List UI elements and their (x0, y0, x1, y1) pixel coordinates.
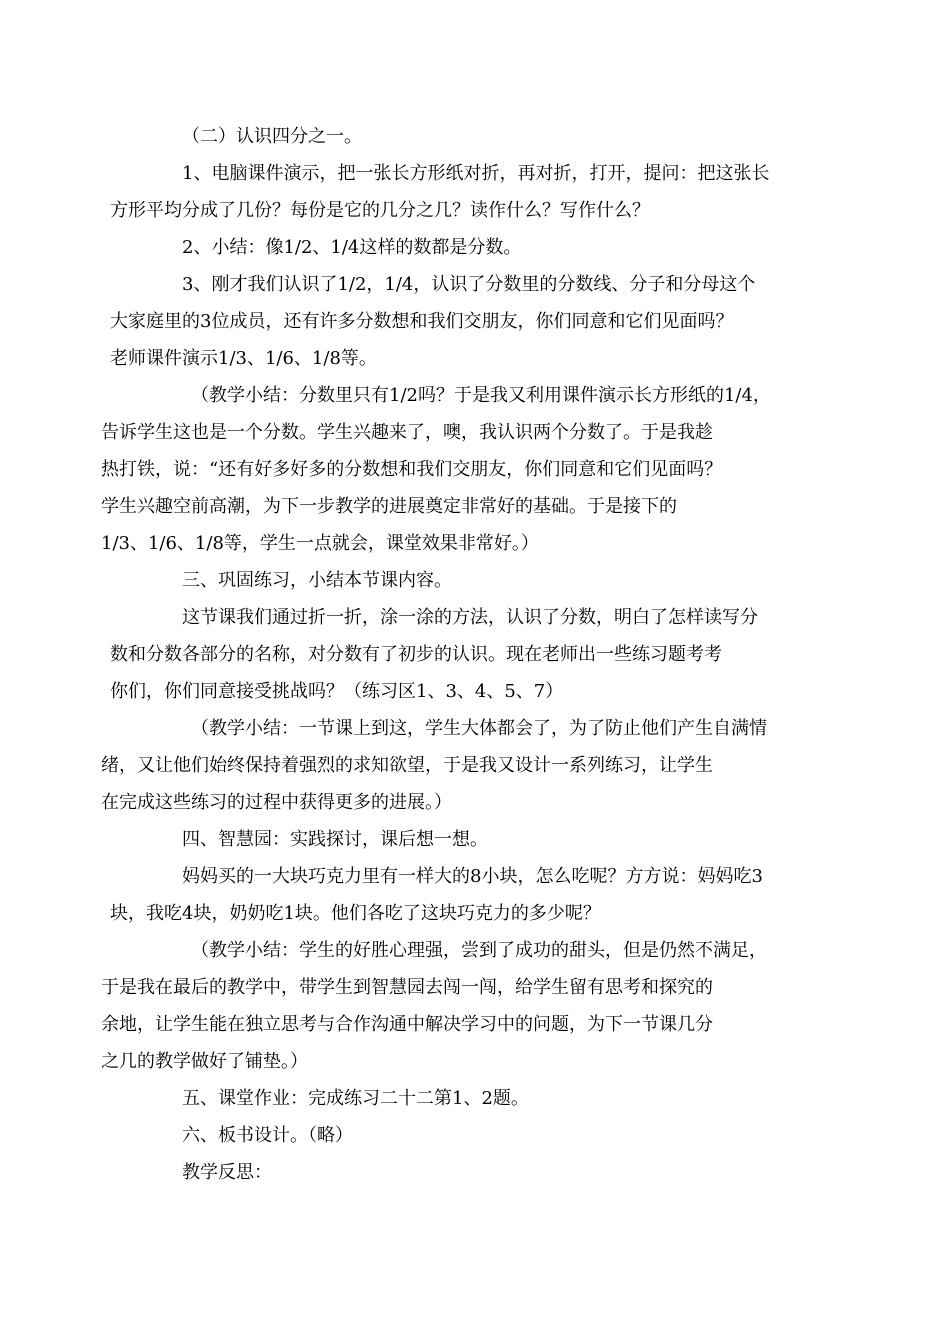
text-line: （二）认识四分之一。 (182, 126, 362, 147)
text-line: 你们，你们同意接受挑战吗？（练习区1、3、4、5、7） (110, 681, 564, 702)
paragraph (110, 155, 806, 229)
text-line: 五、课堂作业：完成练习二十二第1、2题。 (182, 1088, 529, 1109)
text-line: 妈妈买的一大块巧克力里有一样大的8小块，怎么吃呢？方方说：妈妈吃3 (182, 866, 763, 887)
section-heading (146, 562, 806, 599)
text-line: 3、刚才我们认识了1/2，1/4，认识了分数里的分数线、分子和分母这个 (182, 274, 756, 295)
text-line: 之几的教学做好了铺垫。） (101, 1051, 308, 1072)
text-line: （教学小结：分数里只有1/2吗？于是我又利用课件演示长方形纸的1/4， (191, 385, 771, 406)
teaching-note (101, 377, 806, 562)
paragraph (146, 229, 806, 266)
text-line: 2、小结：像1/2、1/4这样的数都是分数。 (182, 237, 522, 258)
text-line: 在完成这些练习的过程中获得更多的进展。） (101, 792, 452, 813)
teaching-note (101, 710, 806, 821)
paragraph (110, 858, 806, 932)
text-line: 方形平均分成了几份？每份是它的几分之几？读作什么？写作什么？ (110, 200, 650, 221)
text-line: 四、智慧园：实践探讨，课后想一想。 (182, 829, 488, 850)
text-line: 三、巩固练习，小结本节课内容。 (182, 570, 452, 591)
document-page (101, 118, 806, 1191)
text-line: 于是我在最后的教学中，带学生到智慧园去闯一闯，给学生留有思考和探究的 (101, 977, 713, 998)
section-heading (146, 1117, 806, 1154)
text-line: 1/3、1/6、1/8等，学生一点就会，课堂效果非常好。） (101, 533, 539, 554)
text-line: （教学小结：一节课上到这，学生大体都会了，为了防止他们产生自满情 (191, 718, 767, 739)
text-line: 1、电脑课件演示，把一张长方形纸对折，再对折，打开，提问：把这张长 (182, 163, 770, 184)
text-line: 块，我吃4块，奶奶吃1块。他们各吃了这块巧克力的多少呢？ (110, 903, 601, 924)
text-line: 告诉学生这也是一个分数。学生兴趣来了，噢，我认识两个分数了。于是我趁 (101, 422, 713, 443)
paragraph (110, 266, 806, 377)
text-line: 六、板书设计。（略） (182, 1125, 353, 1146)
section-heading (146, 821, 806, 858)
text-line: 热打铁，说：“还有好多好多的分数想和我们交朋友，你们同意和它们见面吗？ (101, 459, 723, 480)
text-line: 老师课件演示1/3、1/6、1/8等。 (110, 348, 377, 369)
section-heading (146, 1080, 806, 1117)
section-heading (146, 1154, 806, 1191)
text-line: 学生兴趣空前高潮，为下一步教学的进展奠定非常好的基础。于是接下的 (101, 496, 677, 517)
section-heading (146, 118, 806, 155)
text-line: 教学反思： (182, 1162, 272, 1183)
teaching-note (101, 932, 806, 1080)
text-line: 绪，又让他们始终保持着强烈的求知欲望，于是我又设计一系列练习，让学生 (101, 755, 713, 776)
text-line: 余地，让学生能在独立思考与合作沟通中解决学习中的问题，为下一节课几分 (101, 1014, 713, 1035)
text-line: 大家庭里的3位成员，还有许多分数想和我们交朋友，你们同意和它们见面吗？ (110, 311, 734, 332)
text-line: 这节课我们通过折一折，涂一涂的方法，认识了分数，明白了怎样读写分 (182, 607, 758, 628)
paragraph (110, 599, 806, 710)
text-line: 数和分数各部分的名称，对分数有了初步的认识。现在老师出一些练习题考考 (110, 644, 722, 665)
text-line: （教学小结：学生的好胜心理强，尝到了成功的甜头，但是仍然不满足， (191, 940, 767, 961)
